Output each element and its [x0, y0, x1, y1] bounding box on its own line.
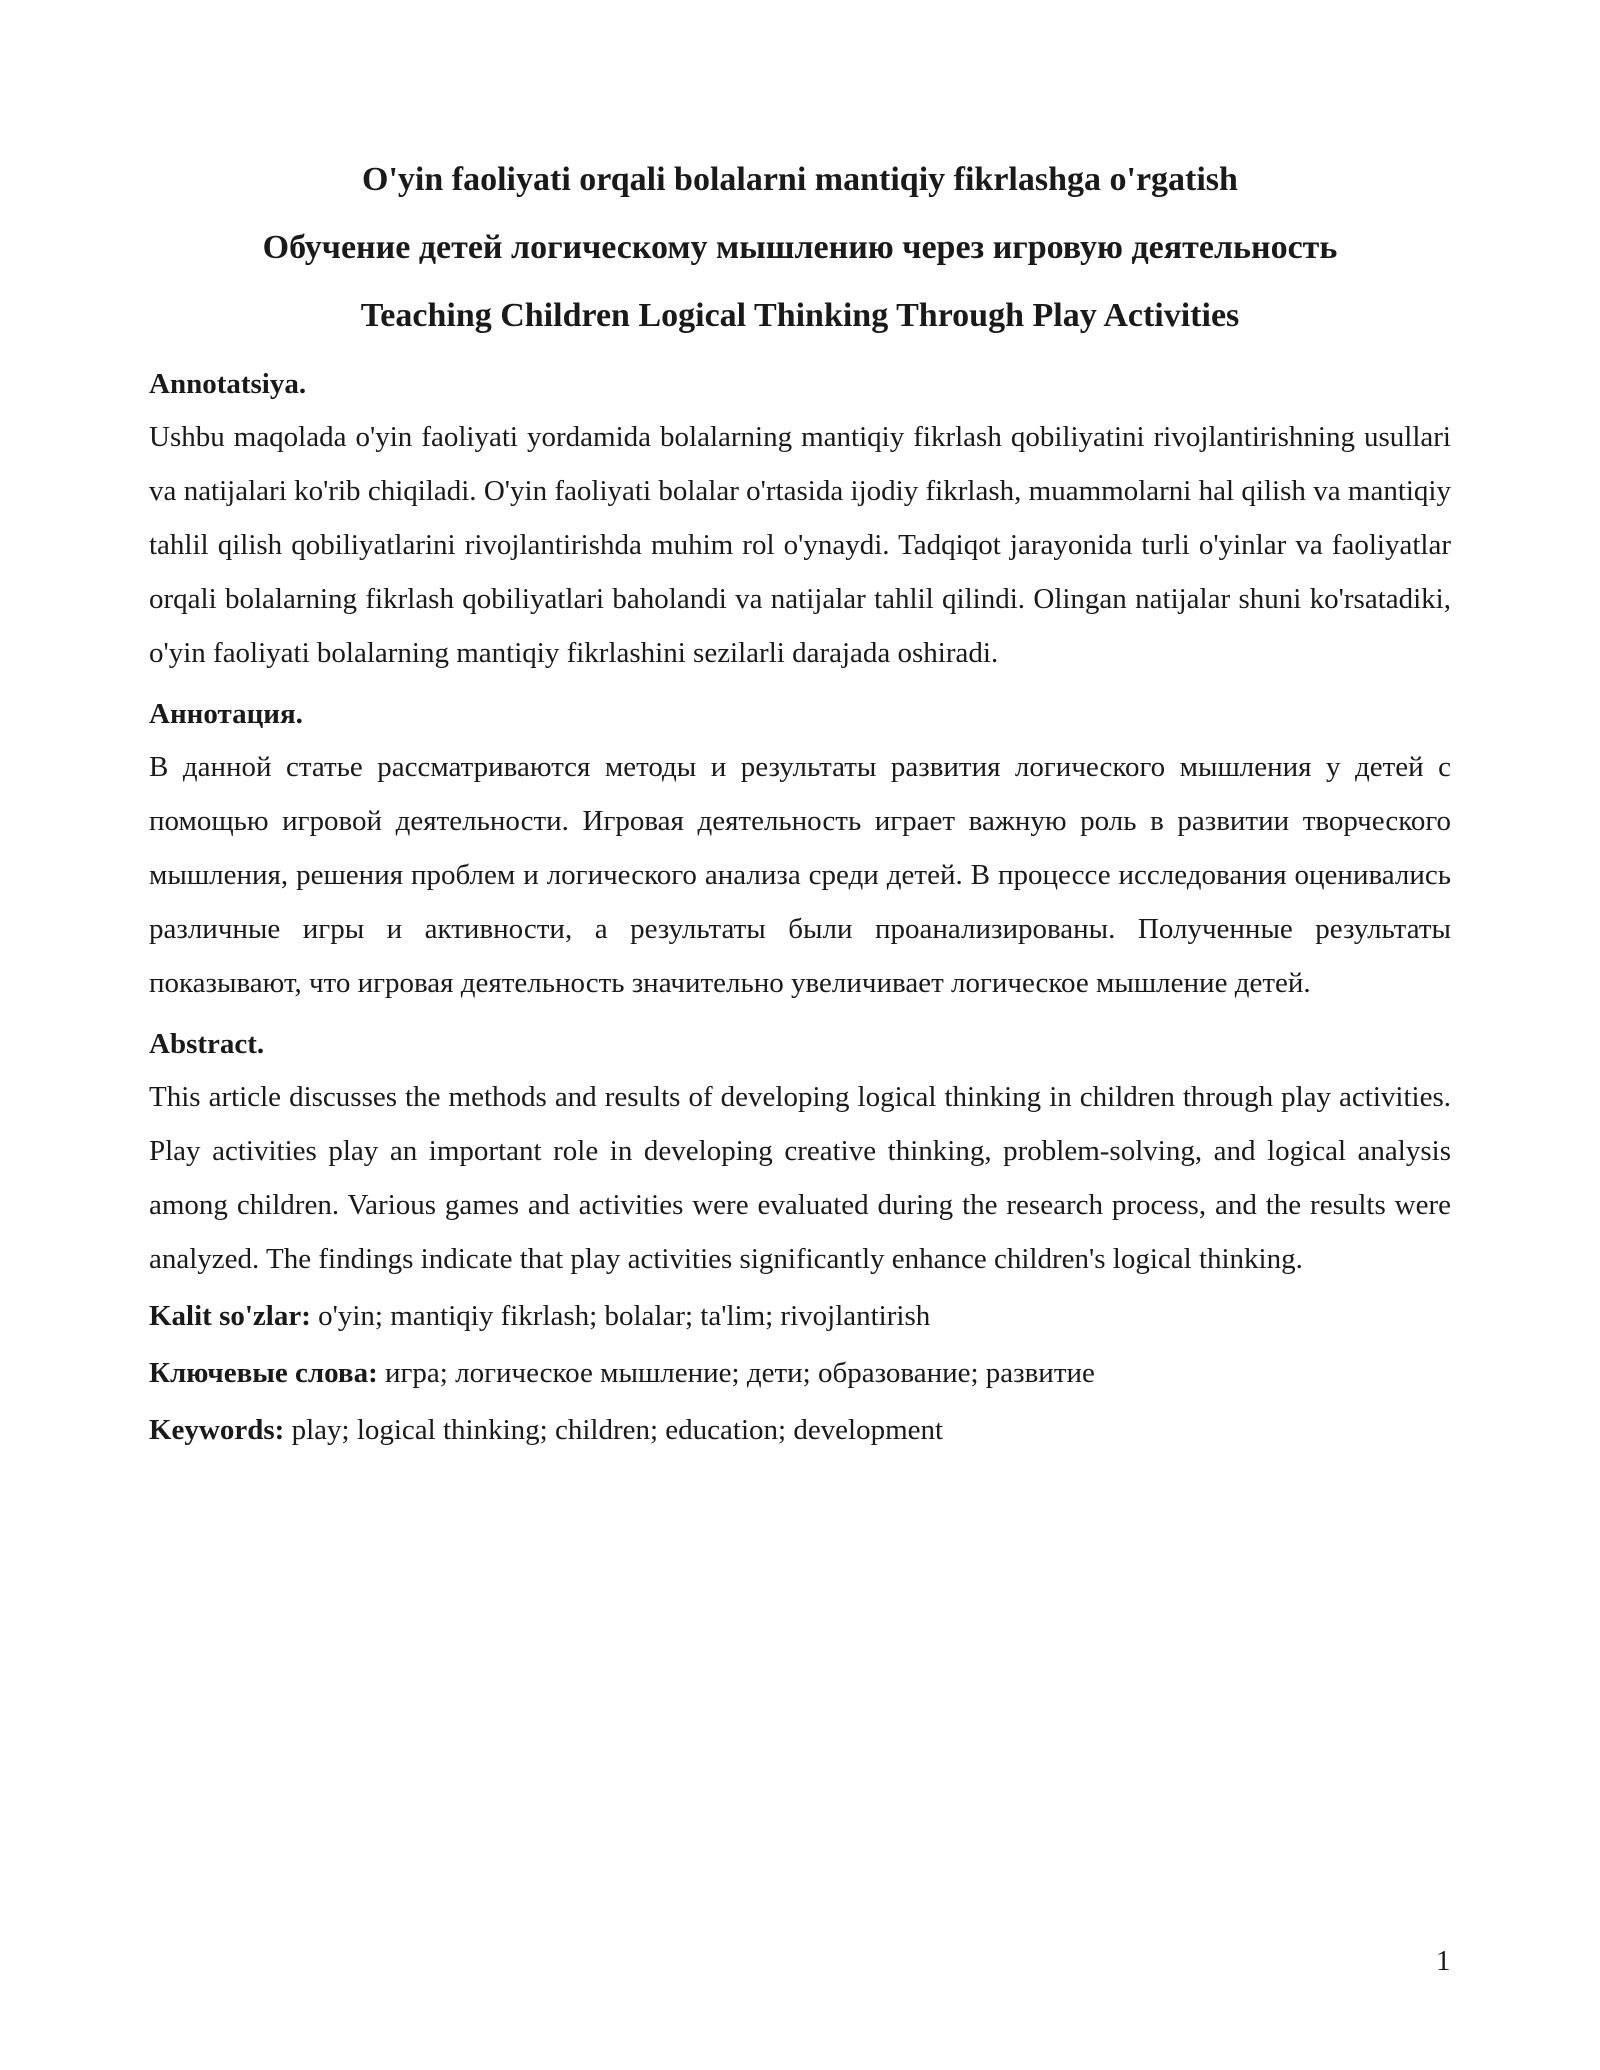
- annotation-russian-section: [149, 692, 1451, 1010]
- abstract-english-text: This article discusses the methods and results of developing logical thinking in children through play activities. Play activities play an important role in developing creative thinking, problem-solving, and logical analysis among children. Various games and activities were evaluated during the research process, and the results were analyzed. The findings indicate that play activities significantly enhance children's logical thinking.: [149, 1081, 1451, 1275]
- annotation-russian-text: В данной статье рассматриваются методы и результаты развития логического мышления у детей с помощью игровой деятельности. Игровая деятельность играет важную роль в развитии творческого мышления, решения проблем и логического анализа среди детей. В процессе исследования оценивались различные игры и активности, а результаты были проанализированы. Полученные результаты показывают, что игровая деятельность значительно увеличивает логическое мышление детей.: [149, 751, 1451, 999]
- annotation-russian-heading: Аннотация.: [149, 698, 303, 730]
- page-number: 1: [1436, 1945, 1451, 1977]
- keywords-uzbek: [149, 1288, 1451, 1345]
- annotation-uzbek-section: [149, 362, 1451, 680]
- keywords-english: [149, 1402, 1451, 1459]
- keywords-uzbek-label: Kalit so'zlar:: [149, 1300, 311, 1332]
- annotation-uzbek-text: Ushbu maqolada o'yin faoliyati yordamida bolalarning mantiqiy fikrlash qobiliyatini rivojlantirishning usullari va natijalari ko'rib chiqiladi. O'yin faoliyati bolalar o'rtasida ijodiy fikrlash, muammolarni hal qilish va mantiqiy tahlil qilish qobiliyatlarini rivojlantirishda muhim rol o'ynaydi. Tadqiqot jarayonida turli o'yinlar va faoliyatlar orqali bolalarning fikrlash qobiliyatlari baholandi va natijalar tahlil qilindi. Olingan natijalar shuni ko'rsatadiki, o'yin faoliyati bolalarning mantiqiy fikrlashini sezilarli darajada oshiradi.: [149, 421, 1451, 669]
- keywords-russian-label: Ключевые слова:: [149, 1357, 378, 1389]
- keywords-english-label: Keywords:: [149, 1414, 285, 1446]
- document-page: [149, 146, 1451, 1459]
- abstract-english-heading: Abstract.: [149, 1028, 265, 1060]
- keywords-russian-value: игра; логическое мышление; дети; образование; развитие: [377, 1357, 1095, 1389]
- keywords-russian: [149, 1345, 1451, 1402]
- title-russian: Обучение детей логическому мышлению через игровую деятельность: [262, 229, 1338, 266]
- keywords-uzbek-value: o'yin; mantiqiy fikrlash; bolalar; ta'lim; rivojlantirish: [310, 1300, 931, 1332]
- title-english: Teaching Children Logical Thinking Through Play Activities: [360, 297, 1240, 334]
- keywords-block: [149, 1288, 1451, 1459]
- abstract-english-section: [149, 1022, 1451, 1286]
- keywords-english-value: play; logical thinking; children; education; development: [284, 1414, 944, 1446]
- title-uzbek: O'yin faoliyati orqali bolalarni mantiqiy fikrlashga o'rgatish: [362, 161, 1238, 198]
- annotation-uzbek-heading: Annotatsiya.: [149, 368, 307, 400]
